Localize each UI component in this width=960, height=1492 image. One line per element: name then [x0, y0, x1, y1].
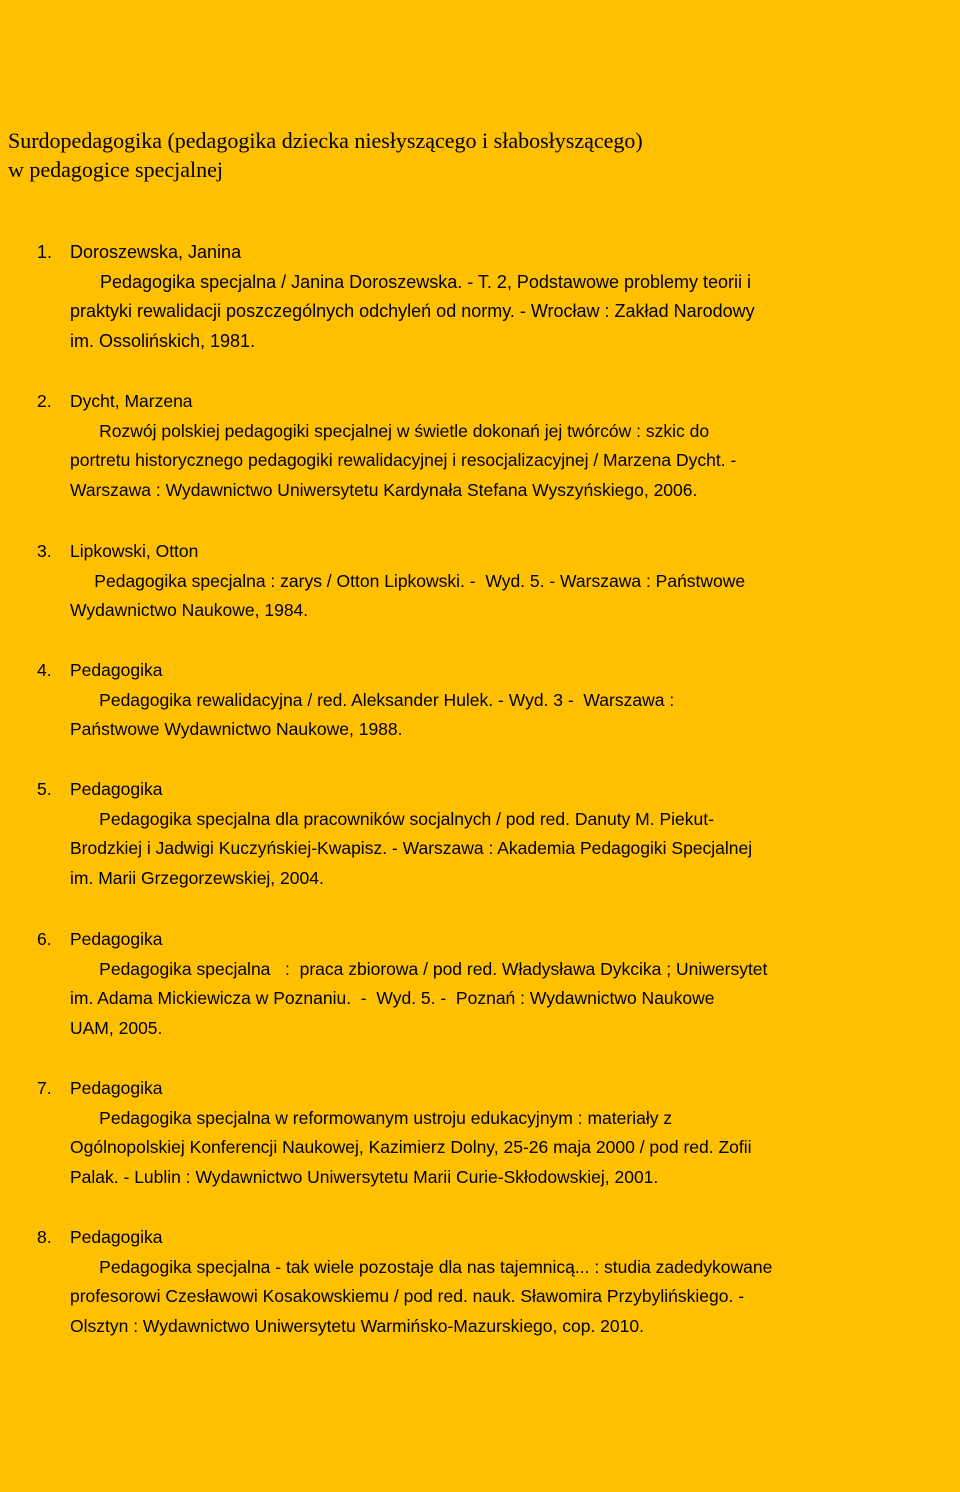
entry-line: UAM, 2005.	[70, 1018, 163, 1039]
bibliography-entry	[0, 775, 960, 894]
entry-description	[70, 686, 850, 745]
entry-author: Doroszewska, Janina	[70, 242, 242, 262]
entry-line: Wydawnictwo Naukowe, 1984.	[70, 600, 309, 621]
entry-line: Brodzkiej i Jadwigi Kuczyńskiej-Kwapisz. - Warszawa : Akademia Pedagogiki Specjalnej	[70, 838, 753, 859]
entry-number: 2.	[37, 391, 52, 411]
entry-line: im. Ossolińskich, 1981.	[70, 331, 256, 352]
entry-line: Pedagogika rewalidacyjna / red. Aleksander Hulek. - Wyd. 3 - Warszawa :	[70, 689, 675, 710]
entry-heading	[0, 1223, 960, 1253]
entry-line: praktyki rewalidacji poszczególnych odchyleń od normy. - Wrocław : Zakład Narodowy	[70, 301, 755, 322]
entry-line: Rozwój polskiej pedagogiki specjalnej w świetle dokonań jej twórców : szkic do	[70, 420, 710, 441]
entry-line: Warszawa : Wydawnictwo Uniwersytetu Kardynała Stefana Wyszyńskiego, 2006.	[70, 480, 698, 501]
entry-author: Pedagogika	[70, 660, 163, 680]
entry-description	[70, 1104, 850, 1193]
entry-description	[70, 1253, 850, 1342]
entry-line: Olsztyn : Wydawnictwo Uniwersytetu Warmińsko-Mazurskiego, cop. 2010.	[70, 1316, 644, 1337]
entry-number: 8.	[37, 1227, 52, 1247]
bibliography-entry	[0, 1223, 960, 1342]
bibliography-entry	[0, 656, 960, 745]
entry-heading	[0, 537, 960, 567]
entry-line: Pedagogika specjalna : zarys / Otton Lipkowski. - Wyd. 5. - Warszawa : Państwowe	[70, 570, 746, 591]
entry-line: Pedagogika specjalna : praca zbiorowa / pod red. Władysława Dykcika ; Uniwersytet	[70, 958, 768, 979]
entry-heading	[0, 387, 960, 417]
entry-number: 6.	[37, 929, 52, 949]
entry-line: Państwowe Wydawnictwo Naukowe, 1988.	[70, 719, 403, 740]
entry-author: Pedagogika	[70, 929, 163, 949]
entry-line: portretu historycznego pedagogiki rewalidacyjnej i resocjalizacyjnej / Marzena Dycht. -	[70, 450, 737, 471]
entry-number: 4.	[37, 660, 52, 680]
entry-line: Pedagogika specjalna dla pracowników socjalnych / pod red. Danuty M. Piekut-	[70, 808, 714, 829]
entry-number: 3.	[37, 541, 52, 561]
entry-line: Pedagogika specjalna / Janina Doroszewska. - T. 2, Podstawowe problemy teorii i	[70, 271, 752, 292]
entry-author: Pedagogika	[70, 1227, 163, 1247]
entry-description	[70, 417, 850, 506]
page-title	[8, 126, 908, 184]
entry-line: profesorowi Czesławowi Kosakowskiemu / pod red. nauk. Sławomira Przybylińskiego. -	[70, 1286, 745, 1307]
bibliography-entry	[0, 537, 960, 626]
entry-author: Lipkowski, Otton	[70, 541, 199, 561]
entry-author: Pedagogika	[70, 779, 163, 799]
entry-line: im. Adama Mickiewicza w Poznaniu. - Wyd. 5. - Poznań : Wydawnictwo Naukowe	[70, 988, 715, 1009]
entry-description	[70, 805, 850, 894]
entry-number: 5.	[37, 779, 52, 799]
entry-heading	[0, 925, 960, 955]
page-title-line-1: Surdopedagogika (pedagogika dziecka niesłyszącego i słabosłyszącego)	[8, 128, 643, 153]
entry-line: im. Marii Grzegorzewskiej, 2004.	[70, 868, 324, 889]
entry-author: Dycht, Marzena	[70, 391, 193, 411]
bibliography-entry	[0, 1074, 960, 1193]
entry-line: Ogólnopolskiej Konferencji Naukowej, Kazimierz Dolny, 25-26 maja 2000 / pod red. Zofii	[70, 1137, 752, 1158]
entry-description	[70, 567, 850, 626]
entry-heading	[0, 775, 960, 805]
entry-number: 7.	[37, 1078, 52, 1098]
bibliography-entry	[0, 238, 960, 357]
entry-description	[70, 955, 850, 1044]
page-title-line-2: w pedagogice specjalnej	[8, 157, 224, 182]
entry-heading	[0, 238, 960, 268]
entry-heading	[0, 1074, 960, 1104]
entry-line: Pedagogika specjalna w reformowanym ustroju edukacyjnym : materiały z	[70, 1107, 673, 1128]
bibliography-entry	[0, 925, 960, 1044]
entry-heading	[0, 656, 960, 686]
entry-line: Pedagogika specjalna - tak wiele pozostaje dla nas tajemnicą... : studia zadedykowane	[70, 1256, 773, 1277]
entry-line: Palak. - Lublin : Wydawnictwo Uniwersytetu Marii Curie-Skłodowskiej, 2001.	[70, 1167, 659, 1188]
entry-description	[70, 268, 850, 357]
entry-number: 1.	[37, 242, 53, 262]
bibliography-entry	[0, 387, 960, 506]
entry-author: Pedagogika	[70, 1078, 163, 1098]
